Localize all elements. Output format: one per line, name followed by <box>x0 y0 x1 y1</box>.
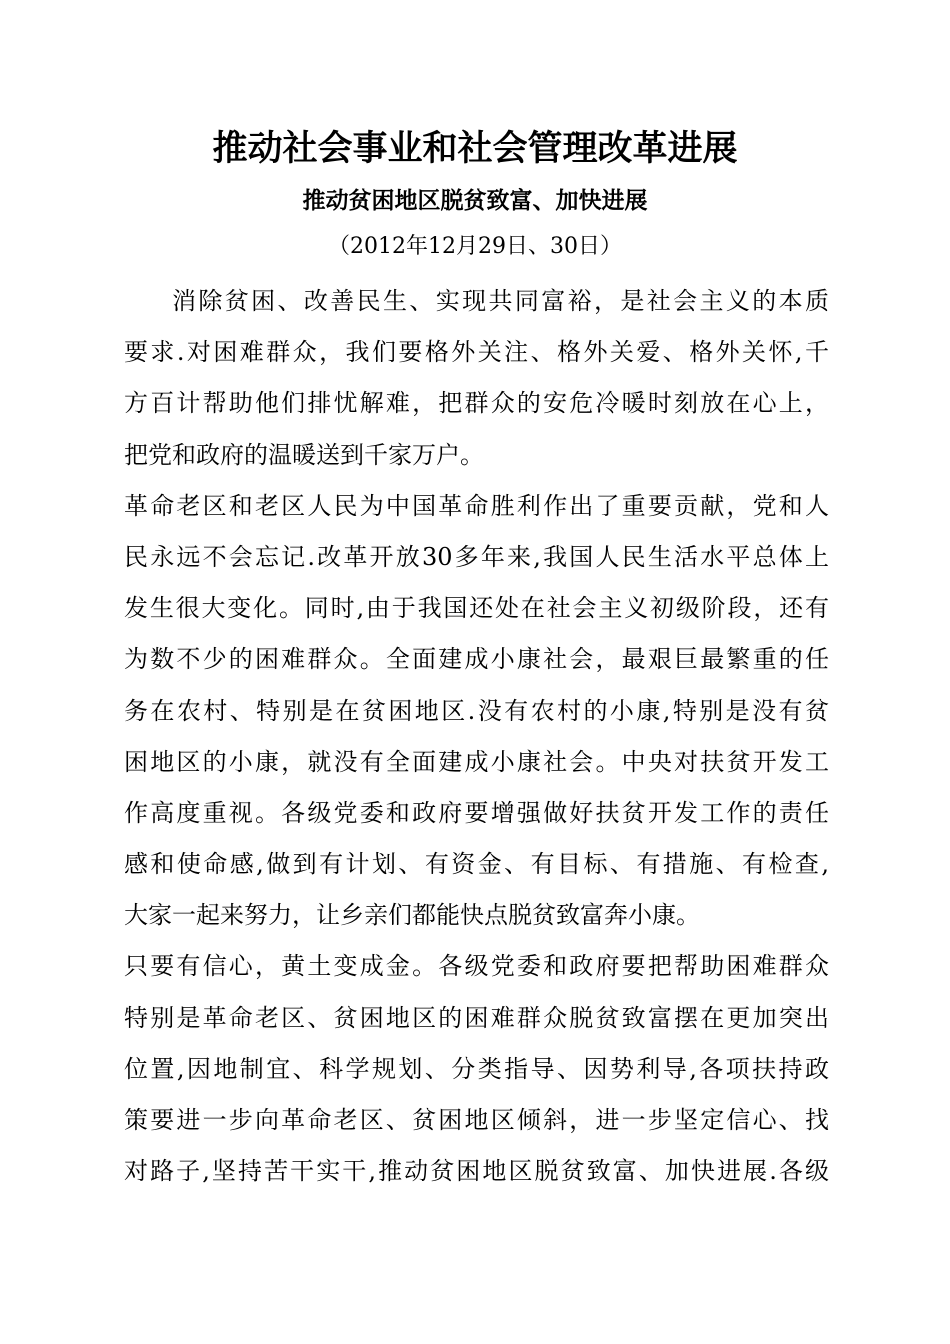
text-line: 策要进一步向革命老区、贫困地区倾斜，进一步坚定信心、找 <box>124 1106 829 1134</box>
text-line: 位置,因地制宜、科学规划、分类指导、因势利导,各项扶持政 <box>124 1054 829 1083</box>
paragraph <box>124 481 829 942</box>
text-line: 消除贫困、改善民生、实现共同富裕，是社会主义的本质 <box>172 287 829 315</box>
text-line: 务在农村、特别是在贫困地区.没有农村的小康,特别是没有贫 <box>124 696 829 725</box>
document-title: 推动社会事业和社会管理改革进展 <box>212 128 738 169</box>
text-line: 困地区的小康，就没有全面建成小康社会。中央对扶贫开发工 <box>124 747 829 776</box>
paragraph <box>124 941 829 1197</box>
text-line: 只要有信心，黄土变成金。各级党委和政府要把帮助困难群众 <box>124 952 829 981</box>
text-line: 民永远不会忘记.改革开放30多年来,我国人民生活水平总体上 <box>124 542 829 571</box>
text-line: 特别是革命老区、贫困地区的困难群众脱贫致富摆在更加突出 <box>124 1003 829 1032</box>
text-line: 革命老区和老区人民为中国革命胜利作出了重要贡献，党和人 <box>124 491 829 520</box>
text-line: 方百计帮助他们排忧解难，把群众的安危冷暖时刻放在心上， <box>124 389 829 418</box>
text-line: 发生很大变化。同时,由于我国还处在社会主义初级阶段，还有 <box>124 594 829 623</box>
text-line: 为数不少的困难群众。全面建成小康社会，最艰巨最繁重的任 <box>124 645 829 674</box>
text-line: 感和使命感,做到有计划、有资金、有目标、有措施、有检查, <box>124 850 829 879</box>
document-body <box>124 276 829 1197</box>
text-line: 要求.对困难群众，我们要格外关注、格外关爱、格外关怀,千 <box>124 338 829 367</box>
text-line: 对路子,坚持苦干实干,推动贫困地区脱贫致富、加快进展.各级 <box>124 1157 829 1186</box>
document-date: （2012年12月29日、30日） <box>328 234 622 259</box>
text-line: 把党和政府的温暖送到千家万户。 <box>124 440 484 469</box>
text-line: 作高度重视。各级党委和政府要增强做好扶贫开发工作的责任 <box>124 798 829 827</box>
document-subtitle: 推动贫困地区脱贫致富、加快进展 <box>302 188 648 214</box>
paragraph <box>124 276 829 481</box>
text-line: 大家一起来努力，让乡亲们都能快点脱贫致富奔小康。 <box>124 901 700 930</box>
